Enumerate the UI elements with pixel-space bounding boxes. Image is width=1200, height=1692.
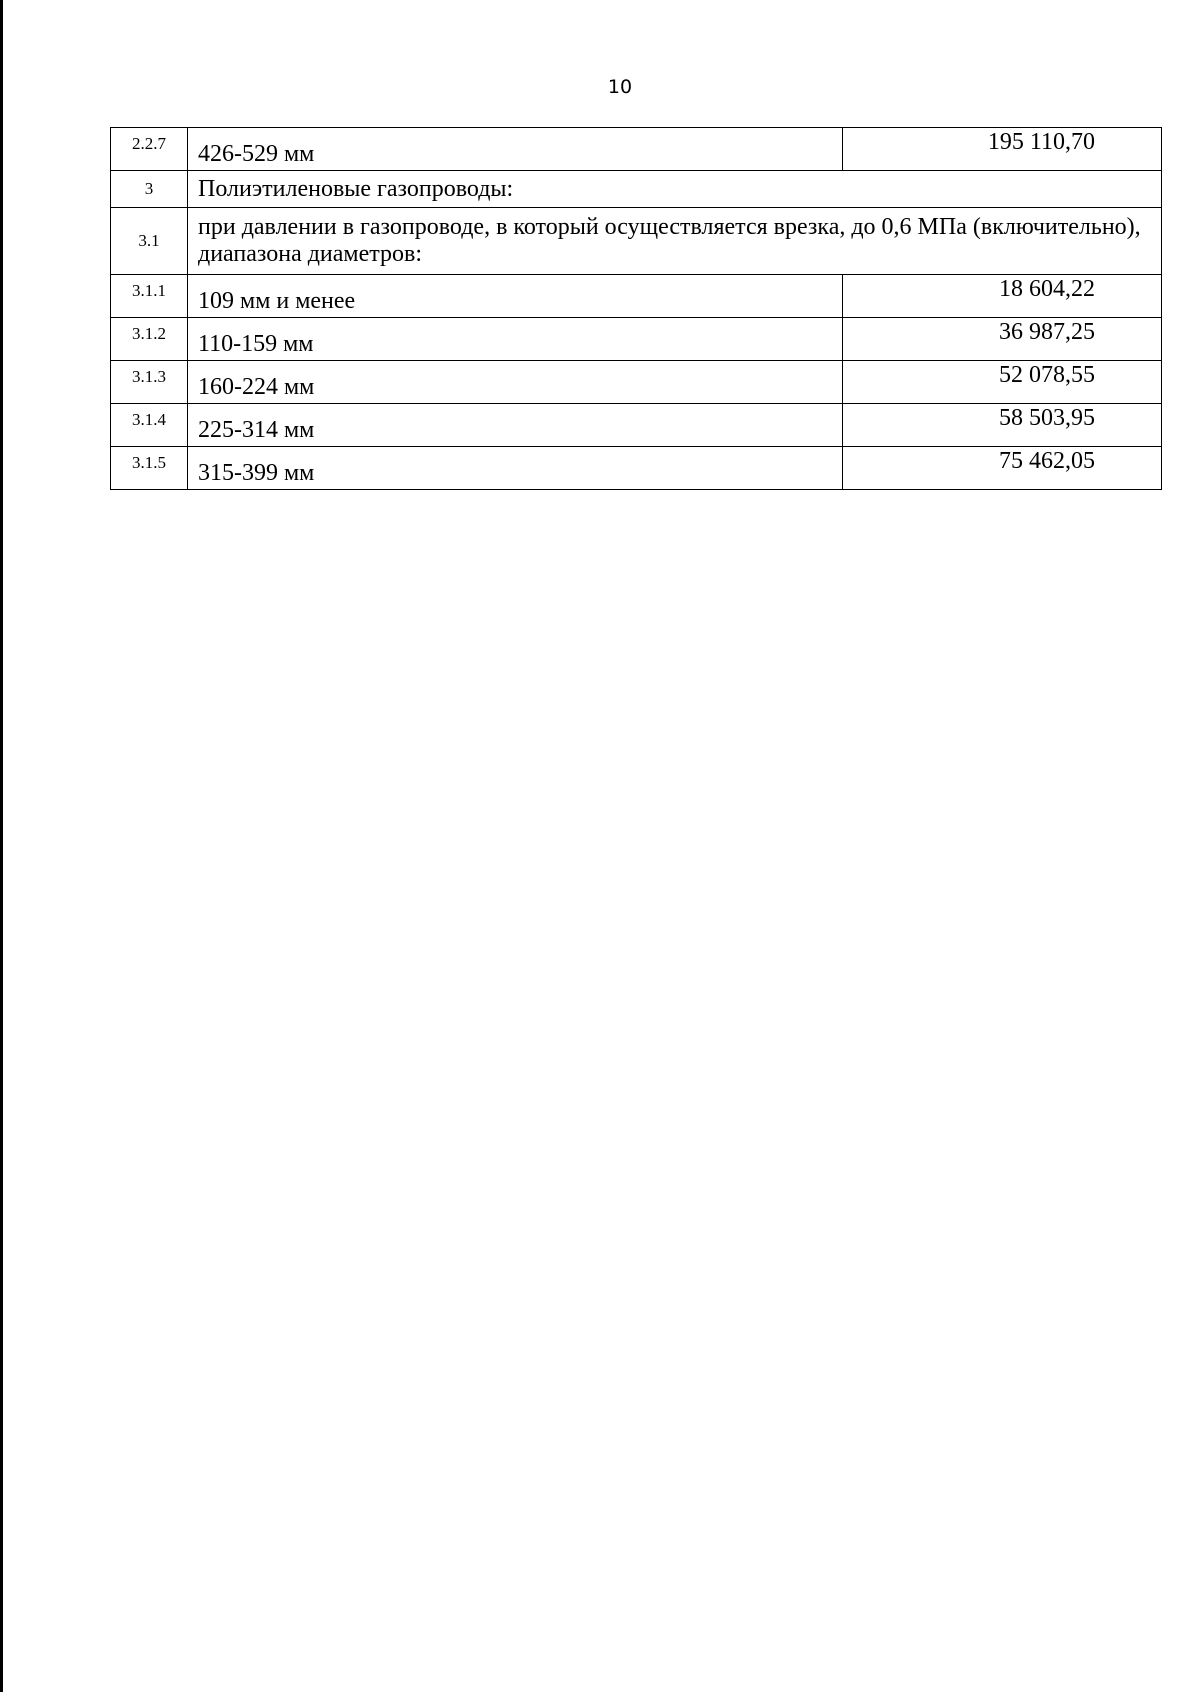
table-subsection-row [111, 208, 1162, 275]
row-description: 160-224 мм [188, 361, 843, 404]
table-row [111, 275, 1162, 318]
row-number: 3.1.1 [111, 275, 188, 318]
table-row [111, 128, 1162, 171]
row-number: 3.1 [111, 208, 188, 275]
table-section-row [111, 171, 1162, 208]
table-row [111, 361, 1162, 404]
row-description: 110-159 мм [188, 318, 843, 361]
row-description: 315-399 мм [188, 447, 843, 490]
tariff-table [110, 127, 1162, 490]
row-number: 2.2.7 [111, 128, 188, 171]
row-price: 18 604,22 [843, 275, 1162, 318]
row-number: 3.1.2 [111, 318, 188, 361]
row-price: 36 987,25 [843, 318, 1162, 361]
row-number: 3.1.5 [111, 447, 188, 490]
page-number: 10 [607, 76, 633, 98]
row-description: 225-314 мм [188, 404, 843, 447]
row-price: 75 462,05 [843, 447, 1162, 490]
row-price: 52 078,55 [843, 361, 1162, 404]
table-row [111, 318, 1162, 361]
scan-edge-line [0, 0, 3, 1692]
row-price: 58 503,95 [843, 404, 1162, 447]
table-row [111, 404, 1162, 447]
table-row [111, 447, 1162, 490]
row-price: 195 110,70 [843, 128, 1162, 171]
row-description: 426-529 мм [188, 128, 843, 171]
row-description: 109 мм и менее [188, 275, 843, 318]
row-number: 3.1.3 [111, 361, 188, 404]
subsection-title: при давлении в газопроводе, в который осуществляется врезка, до 0,6 МПа (включительно), диапазона диаметров: [188, 208, 1162, 275]
section-title: Полиэтиленовые газопроводы: [188, 171, 1162, 208]
row-number: 3.1.4 [111, 404, 188, 447]
row-number: 3 [111, 171, 188, 208]
